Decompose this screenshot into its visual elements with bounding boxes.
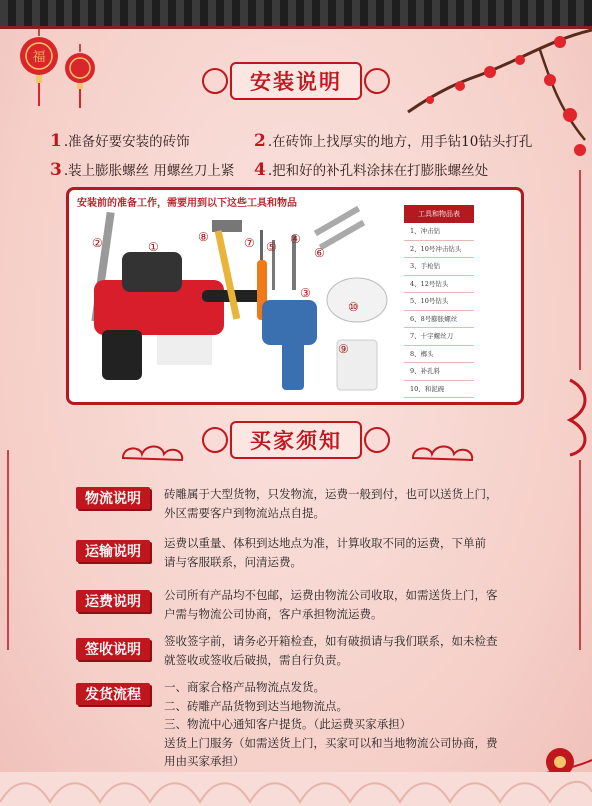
para-line: 一、商家合格产品物流点发货。	[164, 680, 325, 694]
marker-8: ⑧	[198, 230, 209, 244]
lantern-right-icon	[62, 44, 98, 110]
badge-shipping: 发货流程	[76, 683, 150, 705]
section-transport-text	[164, 534, 534, 571]
badge-signoff: 签收说明	[76, 638, 150, 660]
tools-table-row: 7、十字螺丝刀	[404, 328, 474, 346]
section-freight-text	[164, 586, 534, 623]
section-logistics-text	[164, 485, 534, 522]
step-text: .装上膨胀螺丝 用螺丝刀上紧	[63, 163, 235, 179]
tools-table-row: 2、10号冲击钻头	[404, 241, 474, 259]
expansion-screw-icon	[314, 206, 365, 250]
tools-table-header: 工具和物品表	[404, 205, 474, 223]
section-signoff-text	[164, 632, 534, 669]
tools-caption: 安装前的准备工作，需要用到以下这些工具和物品	[77, 198, 297, 209]
tools-table-row: 4、12号钻头	[404, 276, 474, 294]
marker-4: ④	[290, 232, 301, 246]
install-step-1	[50, 130, 190, 151]
section-shipping-text	[164, 678, 534, 771]
step-number: 1	[50, 131, 62, 151]
step-text: .把和好的补孔料涂抹在打膨胀螺丝处	[267, 163, 489, 179]
para-line: 砖雕属于大型货物，只发物流，运费一般到付，也可以送货上门，	[164, 487, 498, 501]
wave-border-icon	[0, 772, 592, 806]
install-step-3	[50, 159, 234, 180]
tools-table-row: 9、补孔料	[404, 363, 474, 381]
cloud-border-left-icon	[0, 150, 30, 670]
para-line: 二、砖雕产品货物到达当地物流点。	[164, 698, 348, 713]
badge-transport: 运输说明	[76, 540, 150, 562]
cloud-left-icon	[118, 438, 188, 468]
para-line: 签收签字前，请务必开箱检查，如有破损请与我们联系，如未检查	[164, 634, 498, 648]
marker-7: ⑦	[244, 236, 255, 250]
step-text: .在砖饰上找厚实的地方，用手钻10钻头打孔	[267, 134, 533, 150]
step-number: 4	[254, 160, 266, 180]
cloud-border-right-icon	[560, 150, 592, 670]
marker-3: ③	[300, 286, 311, 300]
tools-table-row: 10、和泥碗	[404, 381, 474, 399]
marker-6: ⑥	[314, 246, 325, 260]
marker-10: ⑩	[348, 300, 359, 314]
step-text: .准备好要安装的砖饰	[63, 134, 190, 150]
marker-9: ⑨	[338, 342, 349, 356]
para-line: 外区需要客户到物流站点自提。	[164, 505, 325, 520]
tools-table-row: 5、10号钻头	[404, 293, 474, 311]
para-line: 运费以重量、体积到达地点为准，计算收取不同的运费，下单前	[164, 536, 486, 550]
badge-logistics: 物流说明	[76, 487, 150, 509]
marker-2: ②	[92, 236, 103, 250]
tools-table-row: 1、冲击钻	[404, 223, 474, 241]
para-line: 送货上门服务（如需送货上门，买家可以和当地物流公司协商，费	[164, 735, 498, 750]
step-number: 3	[50, 160, 62, 180]
notice-title	[196, 423, 396, 457]
tools-table-row: 6、8号膨胀螺丝	[404, 311, 474, 329]
tools-table	[404, 205, 474, 398]
lantern-left-icon	[18, 28, 60, 108]
svg-text:福: 福	[32, 50, 46, 65]
tools-table-row: 3、手枪钻	[404, 258, 474, 276]
badge-freight: 运费说明	[76, 590, 150, 612]
para-line: 请与客服联系，问清运费。	[164, 554, 302, 569]
marker-5: ⑤	[266, 240, 277, 254]
para-line: 户需与物流公司协商，客户承担物流运费。	[164, 606, 383, 621]
para-line: 用由买家承担）	[164, 754, 245, 768]
install-step-4	[254, 159, 488, 180]
notice-title-text: 买家须知	[230, 421, 362, 459]
cloud-right-icon	[408, 438, 478, 468]
para-line: 公司所有产品均不包邮，运费由物流公司收取，如需送货上门，客	[164, 588, 498, 602]
marker-1: ①	[148, 240, 159, 254]
hand-drill-icon	[262, 300, 317, 390]
install-title-text: 安装说明	[230, 62, 362, 100]
tools-table-row: 8、榔头	[404, 346, 474, 364]
install-title	[196, 64, 396, 98]
para-line: 三、物流中心通知客户提货。（此运费买家承担）	[164, 717, 412, 731]
install-step-2	[254, 130, 532, 151]
para-line: 就签收或签收后破损，需自行负责。	[164, 652, 348, 667]
step-number: 2	[254, 131, 266, 151]
